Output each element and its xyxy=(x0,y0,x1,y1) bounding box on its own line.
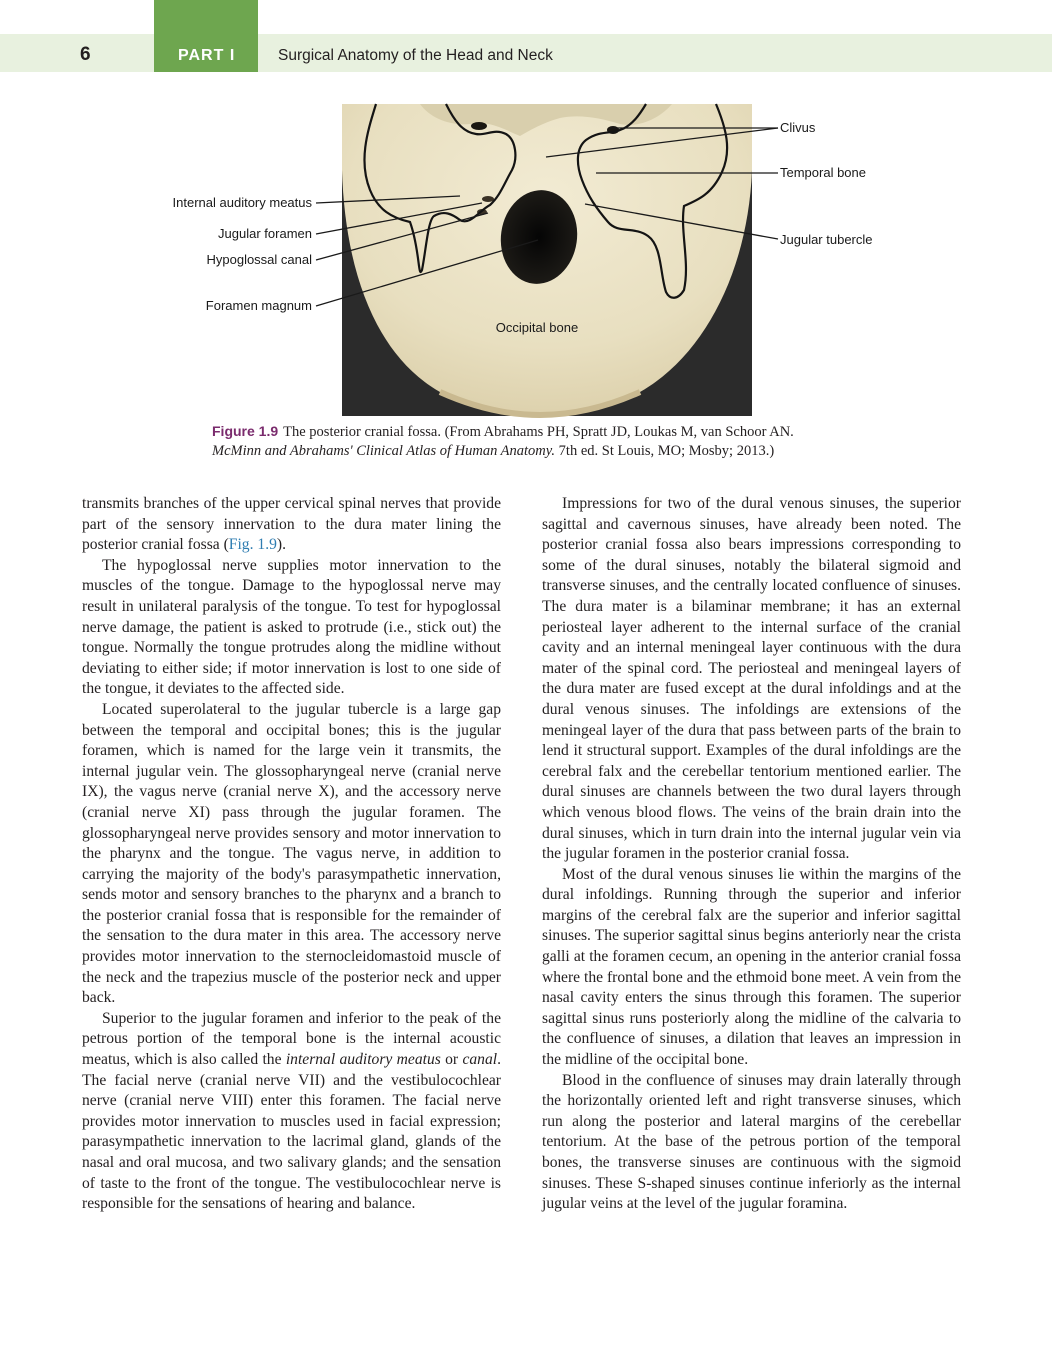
paragraph: The hypoglossal nerve supplies motor innervation to the muscles of the tongue. Damage to the hypoglossal nerve may result in unilateral paralysis of the tongue. To test for hypoglossal nerve damage, the patient is asked to protrude (i.e., stick out) the tongue. Normally the tongue protrudes along the midline without deviating to either side; if motor innervation is lost to one side of the tongue, it deviates to the affected side. xyxy=(82,556,501,698)
paragraph: Most of the dural venous sinuses lie within the margins of the dural infoldings. Running through the superior and inferior margins of the cerebral falx are the superior and inferior sagittal sinuses. The superior sagittal sinus begins anteriorly near the crista galli at the foramen cecum, an opening in the anterior cranial fossa where the frontal bone and the ethmoid bone meet. A vein from the nasal cavity enters the sinus through this foramen. The superior sagittal sinus runs posteriorly along the midline of the calvaria to the confluence of sinuses, a dilation that leaves an impression in the midline of the occipital bone. xyxy=(542,865,961,1069)
paragraph-text: or xyxy=(440,1051,463,1069)
label-foramen-magnum: Foramen magnum xyxy=(205,298,312,313)
right-column xyxy=(542,494,961,1215)
italic-term: internal auditory meatus xyxy=(285,1051,441,1069)
label-internal-auditory-meatus: Internal auditory meatus xyxy=(172,195,312,210)
figure-number: Figure 1.9 xyxy=(212,423,279,439)
paragraph xyxy=(82,1009,501,1215)
caption-text: The posterior cranial fossa. (From Abrahams PH, Spratt JD, Loukas M, van Schoor AN. xyxy=(283,424,794,440)
paragraph-text: Superior to the jugular foramen and inferior to the peak of the petrous portion of the temporal bone is the internal acoustic meatus, which is also called the xyxy=(82,1009,501,1069)
caption-source-details: 7th ed. St Louis, MO; Mosby; 2013.) xyxy=(555,443,775,459)
internal-auditory-meatus-mark xyxy=(482,196,494,202)
foramen-detail xyxy=(471,122,487,130)
paragraph-text: . The facial nerve (cranial nerve VII) and the vestibulocochlear nerve (cranial nerve VIII) enter this foramen. The facial nerve provides motor innervation to muscles used in facial expression; parasympathetic innervation to the lacrimal gland, glands of the nasal and oral mucosa, and two salivary glands; and the sensation of taste to the front of the tongue. The vestibulocochlear nerve is responsible for the sensations of hearing and balance. xyxy=(82,1051,501,1213)
left-column xyxy=(82,494,501,1215)
label-occipital-bone: Occipital bone xyxy=(495,320,579,335)
page-number: 6 xyxy=(80,44,91,65)
label-jugular-tubercle: Jugular tubercle xyxy=(780,232,873,247)
paragraph: Located superolateral to the jugular tubercle is a large gap between the temporal and occipital bones; this is the jugular foramen, which is named for the large vein it transmits, the internal jugular vein. The glossopharyngeal nerve (cranial nerve IX), the vagus nerve (cranial nerve X), and the accessory nerve (cranial nerve XI) pass through the jugular foramen. The glossopharyngeal nerve provides sensory and motor innervation to the pharynx and the tongue. The vagus nerve, in addition to carrying the majority of the body's parasympathetic innervation, sends motor and sensory branches to the pharynx and a branch to the posterior cranial fossa that is responsible for the remainder of the sensation to the dura mater in this area. The accessory nerve provides motor innervation to the sternocleidomastoid muscle of the neck and the trapezius muscle of the posterior neck and upper back. xyxy=(82,700,501,1007)
paragraph: Blood in the confluence of sinuses may drain laterally through the horizontally oriented left and right transverse sinuses, which run along the posterior and lateral margins of the cerebellar tentorium. At the base of the petrous portion of the temporal bones, the transverse sinuses are continuous with the sigmoid sinuses. These S-shaped sinuses continue inferiorly as the internal jugular veins at the level of the jugular foramina. xyxy=(542,1071,961,1213)
figure-reference-link[interactable]: Fig. 1.9 xyxy=(228,536,277,554)
part-label: PART I xyxy=(178,47,236,64)
label-jugular-foramen: Jugular foramen xyxy=(218,226,312,241)
figure-caption xyxy=(212,422,862,461)
figure-posterior-cranial-fossa xyxy=(0,0,1052,420)
paragraph-text: ). xyxy=(276,536,286,554)
italic-term: canal xyxy=(462,1051,498,1069)
paragraph xyxy=(82,494,501,556)
running-title: Surgical Anatomy of the Head and Neck xyxy=(278,47,553,64)
paragraph: Impressions for two of the dural venous sinuses, the superior sagittal and cavernous sinuses, have already been noted. The posterior cranial fossa also bears impressions corresponding to some of the dural sinuses, notably the bilateral sigmoid and transverse sinuses, and the centrally located confluence of sinuses. The dura mater is a bilaminar membrane; it has an external periosteal layer adherent to the internal surface of the cranial cavity and an internal meningeal layer continuous with the dura mater of the spinal cord. The periosteal and meningeal layers of the dura mater are fused except at the dural infoldings and at the dural venous sinuses. The infoldings are extensions of the meningeal layer of the dura that pass between parts of the brain to lend it structural support. Examples of the dural infoldings are the cerebral falx and the cerebellar tentorium mentioned earlier. The dural sinuses are channels between the two dural layers through which venous blood flows. The veins of the brain drain into the dural sinuses, which in turn drain into the internal jugular vein via the jugular foramen in the posterior cranial fossa. xyxy=(542,495,961,863)
caption-source-title: McMinn and Abrahams' Clinical Atlas of Human Anatomy. xyxy=(212,443,556,459)
label-clivus: Clivus xyxy=(780,120,816,135)
label-hypoglossal-canal: Hypoglossal canal xyxy=(206,252,312,267)
label-temporal-bone: Temporal bone xyxy=(780,165,866,180)
paragraph-text: transmits branches of the upper cervical spinal nerves that provide part of the sensory innervation to the dura mater lining the posterior cranial fossa ( xyxy=(82,495,501,554)
